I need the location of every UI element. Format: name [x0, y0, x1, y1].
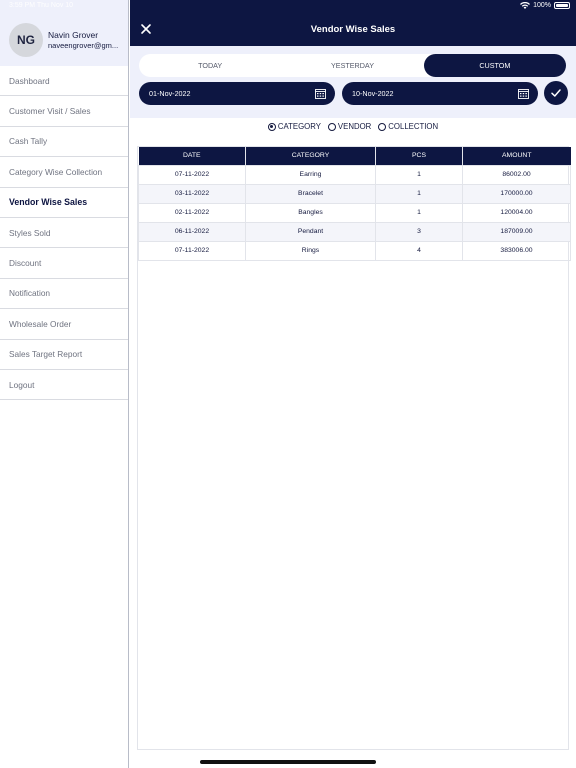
- cell-date: 07-11-2022: [139, 241, 246, 260]
- period-tabs: [139, 54, 566, 77]
- main-content: [130, 0, 576, 768]
- battery-icon: [554, 2, 570, 9]
- sidebar-item-logout[interactable]: Logout: [0, 370, 128, 400]
- cell-pcs: 1: [376, 203, 463, 222]
- from-date-value: 01-Nov-2022: [149, 89, 191, 98]
- cell-date: 06-11-2022: [139, 222, 246, 241]
- radio-label: COLLECTION: [388, 122, 439, 131]
- group-by-options: [130, 122, 576, 131]
- sidebar-item-vendor-wise-sales[interactable]: Vendor Wise Sales: [0, 188, 128, 218]
- sidebar-item-category-wise-collection[interactable]: Category Wise Collection: [0, 157, 128, 187]
- to-date-field[interactable]: [342, 82, 538, 105]
- tab-custom[interactable]: CUSTOM: [424, 54, 566, 77]
- cell-pcs: 1: [376, 184, 463, 203]
- sidebar-item-notification[interactable]: Notification: [0, 279, 128, 309]
- table-row: [139, 222, 571, 241]
- to-date-value: 10-Nov-2022: [352, 89, 394, 98]
- radio-vendor[interactable]: [328, 122, 371, 131]
- cell-amount: 86002.00: [463, 165, 571, 184]
- cell-date: 07-11-2022: [139, 165, 246, 184]
- cell-pcs: 1: [376, 165, 463, 184]
- status-indicators: [520, 2, 570, 9]
- calendar-icon: [518, 88, 529, 99]
- sidebar-menu: [0, 66, 128, 400]
- cell-pcs: 3: [376, 222, 463, 241]
- cell-category: Rings: [246, 241, 376, 260]
- cell-category: Bracelet: [246, 184, 376, 203]
- profile-header: [0, 0, 128, 66]
- sales-table: [138, 147, 571, 261]
- radio-unchecked-icon: [378, 123, 386, 131]
- cell-pcs: 4: [376, 241, 463, 260]
- page-title: Vendor Wise Sales: [310, 24, 396, 35]
- table-header-row: [139, 147, 571, 165]
- table-row: [139, 184, 571, 203]
- cell-date: 03-11-2022: [139, 184, 246, 203]
- tab-yesterday[interactable]: YESTERDAY: [330, 61, 374, 70]
- radio-label: VENDOR: [337, 122, 372, 131]
- battery-percent: 100%: [533, 2, 551, 9]
- sidebar-item-dashboard[interactable]: Dashboard: [0, 66, 128, 96]
- wifi-icon: [520, 2, 530, 9]
- column-header-pcs: PCS: [376, 147, 463, 165]
- tab-today[interactable]: TODAY: [198, 61, 223, 70]
- cell-amount: 120004.00: [463, 203, 571, 222]
- column-header-date: DATE: [139, 147, 246, 165]
- apply-filter-button[interactable]: [544, 81, 568, 105]
- calendar-icon: [315, 88, 326, 99]
- radio-checked-icon: [268, 123, 276, 131]
- sidebar-item-cash-tally[interactable]: Cash Tally: [0, 127, 128, 157]
- radio-unchecked-icon: [328, 123, 336, 131]
- sidebar-item-sales-target-report[interactable]: Sales Target Report: [0, 340, 128, 370]
- filter-panel: [130, 46, 576, 118]
- profile-email: naveengrover@gm...: [48, 41, 119, 50]
- cell-amount: 187009.00: [463, 222, 571, 241]
- avatar: NG: [9, 23, 43, 57]
- radio-category[interactable]: [268, 122, 321, 131]
- column-header-category: CATEGORY: [246, 147, 376, 165]
- column-header-amount: AMOUNT: [463, 147, 571, 165]
- table-row: [139, 241, 571, 260]
- sidebar-item-styles-sold[interactable]: Styles Sold: [0, 218, 128, 248]
- checkmark-icon: [550, 87, 562, 99]
- sidebar-item-wholesale-order[interactable]: Wholesale Order: [0, 309, 128, 339]
- table-row: [139, 165, 571, 184]
- sidebar-item-discount[interactable]: Discount: [0, 248, 128, 278]
- home-indicator[interactable]: [200, 760, 376, 764]
- cell-category: Pendant: [246, 222, 376, 241]
- sidebar: [0, 0, 129, 768]
- cell-category: Earring: [246, 165, 376, 184]
- top-bar: [130, 0, 576, 46]
- sidebar-item-customer-visit-sales[interactable]: Customer Visit / Sales: [0, 96, 128, 126]
- radio-label: CATEGORY: [277, 122, 321, 131]
- radio-collection[interactable]: [378, 122, 438, 131]
- cell-date: 02-11-2022: [139, 203, 246, 222]
- table-row: [139, 203, 571, 222]
- cell-amount: 383006.00: [463, 241, 571, 260]
- sales-table-container: [137, 146, 569, 750]
- profile-name: Navin Grover: [48, 30, 99, 40]
- cell-category: Bangles: [246, 203, 376, 222]
- from-date-field[interactable]: [139, 82, 335, 105]
- cell-amount: 170000.00: [463, 184, 571, 203]
- status-time: 3:59 PM Thu Nov 10: [9, 2, 74, 9]
